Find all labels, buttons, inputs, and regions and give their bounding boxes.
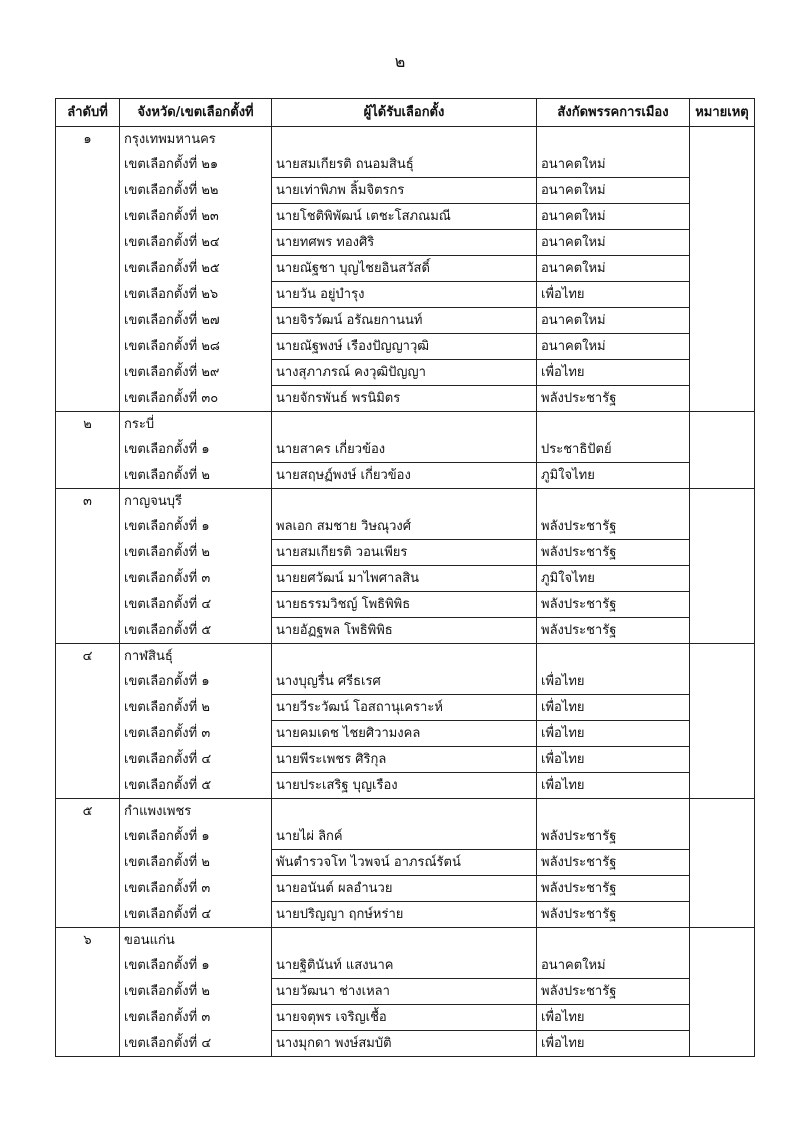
table-row: [56, 618, 755, 644]
note-cell: [690, 334, 755, 360]
note-cell: [690, 412, 755, 438]
row-number-empty: [56, 721, 120, 747]
note-cell: [690, 514, 755, 540]
table-row: [56, 256, 755, 282]
party-cell: เพื่อไทย: [537, 721, 690, 747]
district-cell: เขตเลือกตั้งที่ ๒๔: [120, 230, 272, 256]
note-cell: [690, 695, 755, 721]
elected-name-cell: นายฐิตินันท์ แสงนาค: [272, 953, 537, 979]
row-number-empty: [56, 152, 120, 178]
elected-name-cell: นายณัฐพงษ์ เรืองปัญญาวุฒิ: [272, 334, 537, 360]
note-cell: [690, 824, 755, 850]
party-cell: เพื่อไทย: [537, 360, 690, 386]
header-no: ลำดับที่: [56, 99, 120, 127]
table-row: [56, 437, 755, 463]
note-cell: [690, 902, 755, 928]
party-cell: อนาคตใหม่: [537, 178, 690, 204]
elected-cell-empty: [272, 412, 537, 438]
elected-name-cell: นางสุภาภรณ์ คงวุฒิปัญญา: [272, 360, 537, 386]
row-number-empty: [56, 773, 120, 799]
row-number-empty: [56, 902, 120, 928]
row-number-empty: [56, 592, 120, 618]
elected-name-cell: พลเอก สมชาย วิษณุวงศ์: [272, 514, 537, 540]
party-cell: เพื่อไทย: [537, 747, 690, 773]
table-row: [56, 953, 755, 979]
row-number-empty: [56, 876, 120, 902]
party-cell: เพื่อไทย: [537, 1005, 690, 1031]
province-name: กาฬสินธุ์: [120, 644, 272, 670]
note-cell: [690, 308, 755, 334]
party-cell: เพื่อไทย: [537, 282, 690, 308]
district-cell: เขตเลือกตั้งที่ ๒: [120, 540, 272, 566]
row-number: ๕: [56, 799, 120, 825]
district-cell: เขตเลือกตั้งที่ ๒: [120, 463, 272, 489]
table-row: [56, 230, 755, 256]
row-number-empty: [56, 256, 120, 282]
table-row: [56, 824, 755, 850]
district-cell: เขตเลือกตั้งที่ ๕: [120, 773, 272, 799]
district-cell: เขตเลือกตั้งที่ ๒: [120, 850, 272, 876]
table-row: [56, 695, 755, 721]
elected-name-cell: นายธรรมวิชญ์ โพธิพิพิธ: [272, 592, 537, 618]
district-cell: เขตเลือกตั้งที่ ๕: [120, 618, 272, 644]
table-row: [56, 463, 755, 489]
row-number-empty: [56, 953, 120, 979]
party-cell: อนาคตใหม่: [537, 308, 690, 334]
elected-name-cell: นายสมเกียรติ ถนอมสินธุ์: [272, 152, 537, 178]
note-cell: [690, 669, 755, 695]
note-cell: [690, 256, 755, 282]
row-number-empty: [56, 230, 120, 256]
table-header: [56, 99, 755, 127]
elected-name-cell: นายอัฏฐพล โพธิพิพิธ: [272, 618, 537, 644]
elected-name-cell: นายทศพร ทองศิริ: [272, 230, 537, 256]
party-cell: พลังประชารัฐ: [537, 514, 690, 540]
row-number: ๖: [56, 928, 120, 954]
elected-name-cell: นายคมเดช ไชยศิวามงคล: [272, 721, 537, 747]
elected-name-cell: นายประเสริฐ บุญเรือง: [272, 773, 537, 799]
party-cell: อนาคตใหม่: [537, 334, 690, 360]
row-number-empty: [56, 850, 120, 876]
district-cell: เขตเลือกตั้งที่ ๑: [120, 669, 272, 695]
district-cell: เขตเลือกตั้งที่ ๒๘: [120, 334, 272, 360]
row-number: ๔: [56, 644, 120, 670]
party-cell: พลังประชารัฐ: [537, 902, 690, 928]
table-row: [56, 540, 755, 566]
table-row: [56, 386, 755, 412]
table-row: [56, 1031, 755, 1057]
row-number-empty: [56, 669, 120, 695]
note-cell: [690, 876, 755, 902]
party-cell: พลังประชารัฐ: [537, 979, 690, 1005]
elected-name-cell: นายสมเกียรติ วอนเพียร: [272, 540, 537, 566]
table-row: [56, 721, 755, 747]
district-cell: เขตเลือกตั้งที่ ๒๗: [120, 308, 272, 334]
elected-name-cell: นายวีระวัฒน์ โอสถานุเคราะห์: [272, 695, 537, 721]
district-cell: เขตเลือกตั้งที่ ๔: [120, 902, 272, 928]
party-cell: พลังประชารัฐ: [537, 618, 690, 644]
party-cell: ภูมิใจไทย: [537, 566, 690, 592]
header-note: หมายเหตุ: [690, 99, 755, 127]
note-cell: [690, 437, 755, 463]
party-cell: พลังประชารัฐ: [537, 540, 690, 566]
note-cell: [690, 540, 755, 566]
table-body: [56, 127, 755, 1057]
party-cell: เพื่อไทย: [537, 695, 690, 721]
district-cell: เขตเลือกตั้งที่ ๑: [120, 514, 272, 540]
note-cell: [690, 463, 755, 489]
note-cell: [690, 282, 755, 308]
province-row: [56, 412, 755, 438]
party-cell: พลังประชารัฐ: [537, 386, 690, 412]
province-row: [56, 644, 755, 670]
header-party: สังกัดพรรคการเมือง: [537, 99, 690, 127]
note-cell: [690, 928, 755, 954]
table-row: [56, 747, 755, 773]
district-cell: เขตเลือกตั้งที่ ๓: [120, 721, 272, 747]
party-cell: พลังประชารัฐ: [537, 592, 690, 618]
note-cell: [690, 979, 755, 1005]
note-cell: [690, 1031, 755, 1057]
table-row: [56, 1005, 755, 1031]
table-row: [56, 334, 755, 360]
party-cell: อนาคตใหม่: [537, 152, 690, 178]
elected-cell-empty: [272, 644, 537, 670]
elected-name-cell: นายจตุพร เจริญเชื้อ: [272, 1005, 537, 1031]
elected-name-cell: นายสฤษฏ์พงษ์ เกี่ยวข้อง: [272, 463, 537, 489]
note-cell: [690, 618, 755, 644]
note-cell: [690, 721, 755, 747]
note-cell: [690, 592, 755, 618]
table-row: [56, 514, 755, 540]
party-cell-empty: [537, 644, 690, 670]
party-cell: พลังประชารัฐ: [537, 824, 690, 850]
table-row: [56, 592, 755, 618]
row-number: ๒: [56, 412, 120, 438]
district-cell: เขตเลือกตั้งที่ ๓: [120, 566, 272, 592]
row-number-empty: [56, 618, 120, 644]
note-cell: [690, 644, 755, 670]
party-cell: เพื่อไทย: [537, 669, 690, 695]
district-cell: เขตเลือกตั้งที่ ๑: [120, 824, 272, 850]
province-name: กระบี่: [120, 412, 272, 438]
election-results-table: [55, 98, 755, 1057]
elected-cell-empty: [272, 799, 537, 825]
party-cell-empty: [537, 127, 690, 153]
row-number-empty: [56, 1005, 120, 1031]
row-number-empty: [56, 204, 120, 230]
elected-name-cell: นายเท่าพิภพ ลิ้มจิตรกร: [272, 178, 537, 204]
district-cell: เขตเลือกตั้งที่ ๒๒: [120, 178, 272, 204]
header-district: จังหวัด/เขตเลือกตั้งที่: [120, 99, 272, 127]
note-cell: [690, 799, 755, 825]
row-number-empty: [56, 979, 120, 1005]
table-row: [56, 566, 755, 592]
note-cell: [690, 127, 755, 153]
district-cell: เขตเลือกตั้งที่ ๒๑: [120, 152, 272, 178]
province-row: [56, 127, 755, 153]
party-cell: ภูมิใจไทย: [537, 463, 690, 489]
province-row: [56, 489, 755, 515]
district-cell: เขตเลือกตั้งที่ ๒๓: [120, 204, 272, 230]
elected-cell-empty: [272, 127, 537, 153]
district-cell: เขตเลือกตั้งที่ ๒: [120, 695, 272, 721]
table-row: [56, 850, 755, 876]
district-cell: เขตเลือกตั้งที่ ๔: [120, 747, 272, 773]
table-row: [56, 902, 755, 928]
note-cell: [690, 1005, 755, 1031]
district-cell: เขตเลือกตั้งที่ ๑: [120, 437, 272, 463]
district-cell: เขตเลือกตั้งที่ ๓๐: [120, 386, 272, 412]
note-cell: [690, 230, 755, 256]
elected-name-cell: นายจิรวัฒน์ อรัณยกานนท์: [272, 308, 537, 334]
district-cell: เขตเลือกตั้งที่ ๓: [120, 876, 272, 902]
row-number: ๓: [56, 489, 120, 515]
row-number-empty: [56, 566, 120, 592]
elected-name-cell: นายสาคร เกี่ยวข้อง: [272, 437, 537, 463]
note-cell: [690, 204, 755, 230]
table-row: [56, 204, 755, 230]
header-elected: ผู้ได้รับเลือกตั้ง: [272, 99, 537, 127]
elected-name-cell: นายไผ่ ลิกค์: [272, 824, 537, 850]
row-number-empty: [56, 437, 120, 463]
note-cell: [690, 566, 755, 592]
elected-name-cell: นายจักรพันธ์ พรนิมิตร: [272, 386, 537, 412]
table-row: [56, 979, 755, 1005]
elected-name-cell: นายณัฐชา บุญไชยอินสวัสดิ์: [272, 256, 537, 282]
table-row: [56, 282, 755, 308]
district-cell: เขตเลือกตั้งที่ ๔: [120, 1031, 272, 1057]
row-number-empty: [56, 824, 120, 850]
party-cell-empty: [537, 799, 690, 825]
elected-name-cell: นายยศวัฒน์ มาไพศาลสิน: [272, 566, 537, 592]
note-cell: [690, 152, 755, 178]
row-number: ๑: [56, 127, 120, 153]
table-row: [56, 360, 755, 386]
province-name: ขอนแก่น: [120, 928, 272, 954]
row-number-empty: [56, 514, 120, 540]
table-row: [56, 308, 755, 334]
page-number: ๒: [394, 52, 406, 71]
party-cell: เพื่อไทย: [537, 773, 690, 799]
province-name: กาญจนบุรี: [120, 489, 272, 515]
party-cell-empty: [537, 412, 690, 438]
province-name: กำแพงเพชร: [120, 799, 272, 825]
party-cell: อนาคตใหม่: [537, 230, 690, 256]
district-cell: เขตเลือกตั้งที่ ๑: [120, 953, 272, 979]
elected-name-cell: นายพีระเพชร ศิริกุล: [272, 747, 537, 773]
party-cell-empty: [537, 489, 690, 515]
table-row: [56, 152, 755, 178]
elected-cell-empty: [272, 928, 537, 954]
elected-name-cell: พันตำรวจโท ไวพจน์ อาภรณ์รัตน์: [272, 850, 537, 876]
row-number-empty: [56, 282, 120, 308]
party-cell-empty: [537, 928, 690, 954]
elected-name-cell: นางมุกดา พงษ์สมบัติ: [272, 1031, 537, 1057]
party-cell: อนาคตใหม่: [537, 256, 690, 282]
row-number-empty: [56, 463, 120, 489]
row-number-empty: [56, 360, 120, 386]
table-row: [56, 773, 755, 799]
elected-name-cell: นางบุญรื่น ศรีธเรศ: [272, 669, 537, 695]
note-cell: [690, 747, 755, 773]
table-row: [56, 669, 755, 695]
district-cell: เขตเลือกตั้งที่ ๒: [120, 979, 272, 1005]
table-row: [56, 876, 755, 902]
district-cell: เขตเลือกตั้งที่ ๒๖: [120, 282, 272, 308]
row-number-empty: [56, 178, 120, 204]
table-row: [56, 178, 755, 204]
elected-name-cell: นายปริญญา ฤกษ์หร่าย: [272, 902, 537, 928]
province-row: [56, 928, 755, 954]
row-number-empty: [56, 386, 120, 412]
note-cell: [690, 360, 755, 386]
elected-name-cell: นายโชติพิพัฒน์ เตชะโสภณมณี: [272, 204, 537, 230]
row-number-empty: [56, 1031, 120, 1057]
row-number-empty: [56, 747, 120, 773]
district-cell: เขตเลือกตั้งที่ ๓: [120, 1005, 272, 1031]
elected-name-cell: นายอนันต์ ผลอำนวย: [272, 876, 537, 902]
party-cell: อนาคตใหม่: [537, 204, 690, 230]
province-row: [56, 799, 755, 825]
note-cell: [690, 386, 755, 412]
row-number-empty: [56, 334, 120, 360]
province-name: กรุงเทพมหานคร: [120, 127, 272, 153]
note-cell: [690, 953, 755, 979]
district-cell: เขตเลือกตั้งที่ ๒๕: [120, 256, 272, 282]
row-number-empty: [56, 308, 120, 334]
party-cell: อนาคตใหม่: [537, 953, 690, 979]
party-cell: พลังประชารัฐ: [537, 876, 690, 902]
row-number-empty: [56, 540, 120, 566]
note-cell: [690, 773, 755, 799]
elected-name-cell: นายวัน อยู่บำรุง: [272, 282, 537, 308]
elected-name-cell: นายวัฒนา ช่างเหลา: [272, 979, 537, 1005]
district-cell: เขตเลือกตั้งที่ ๒๙: [120, 360, 272, 386]
elected-cell-empty: [272, 489, 537, 515]
party-cell: พลังประชารัฐ: [537, 850, 690, 876]
party-cell: เพื่อไทย: [537, 1031, 690, 1057]
note-cell: [690, 489, 755, 515]
row-number-empty: [56, 695, 120, 721]
district-cell: เขตเลือกตั้งที่ ๔: [120, 592, 272, 618]
note-cell: [690, 178, 755, 204]
note-cell: [690, 850, 755, 876]
party-cell: ประชาธิปัตย์: [537, 437, 690, 463]
